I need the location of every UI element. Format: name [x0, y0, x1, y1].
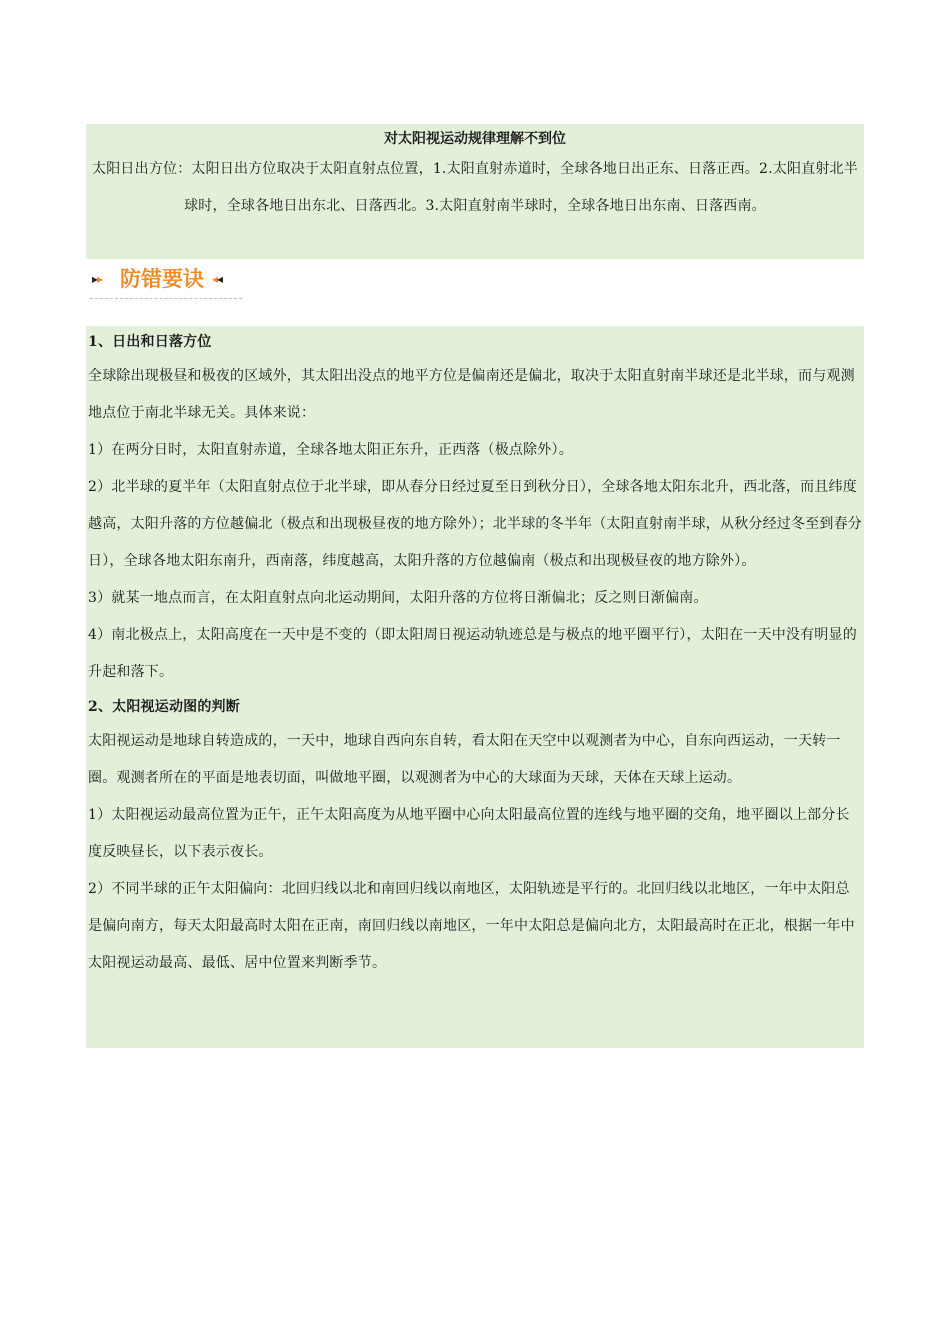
section2-item: 2）不同半球的正午太阳偏向：北回归线以北和南回归线以南地区，太阳轨迹是平行的。北回归线以北地区，一年中太阳总是偏向南方，每天太阳最高时太阳在正南，南回归线以南地区，一年中太阳总是偏向北方，太阳最高时在正北，根据一年中太阳视运动最高、最低、居中位置来判断季节。: [88, 881, 855, 971]
section-heading-sunrise-direction: 1、日出和日落方位: [88, 334, 212, 350]
section-heading-sun-path-diagram: 2、太阳视运动图的判断: [88, 699, 240, 715]
banner-label: 防错要诀: [120, 267, 204, 291]
tips-banner: [90, 262, 242, 299]
double-arrow-right-icon: ▸▸: [92, 272, 103, 286]
section2-item: 1）太阳视运动最高位置为正午，正午太阳高度为从地平圈中心向太阳最高位置的连线与地平圈的交角，地平圈以上部分长度反映昼长，以下表示夜长。: [88, 807, 850, 860]
tips-content-box: [86, 326, 864, 1048]
section2-intro: 太阳视运动是地球自转造成的，一天中，地球自西向东自转，看太阳在天空中以观测者为中心，自东向西运动，一天转一圈。观测者所在的平面是地表切面，叫做地平圈，以观测者为中心的大球面为天球，天体在天球上运动。: [88, 733, 841, 786]
section1-item: 1）在两分日时，太阳直射赤道，全球各地太阳正东升，正西落（极点除外）。: [88, 442, 573, 458]
section1-item: 3）就某一地点而言，在太阳直射点向北运动期间，太阳升落的方位将日渐偏北；反之则日渐偏南。: [88, 590, 708, 606]
section1-item: 2）北半球的夏半年（太阳直射点位于北半球，即从春分日经过夏至日到秋分日），全球各地太阳东北升，西北落，而且纬度越高，太阳升落的方位越偏北（极点和出现极昼夜的地方除外）；北半球的冬半年（太阳直射南半球，从秋分经过冬至到春分日），全球各地太阳东南升，西南落，纬度越高，太阳升落的方位越偏南（极点和出现极昼夜的地方除外）。: [88, 479, 862, 569]
section1-intro: 全球除出现极昼和极夜的区域外，其太阳出没点的地平方位是偏南还是偏北，取决于太阳直射南半球还是北半球，而与观测地点位于南北半球无关。具体来说：: [88, 368, 855, 421]
section1-item: 4）南北极点上，太阳高度在一天中是不变的（即太阳周日视运动轨迹总是与极点的地平圈平行），太阳在一天中没有明显的升起和落下。: [88, 627, 857, 680]
double-arrow-left-icon: ◂◂: [212, 272, 223, 286]
topic-title: 对太阳视运动规律理解不到位: [384, 131, 566, 147]
topic-body: 太阳日出方位：太阳日出方位取决于太阳直射点位置，1.太阳直射赤道时，全球各地日出正东、日落正西。2.太阳直射北半球时，全球各地日出东北、日落西北。3.太阳直射南半球时，全球各地日出东南、日落西南。: [92, 161, 858, 214]
error-topic-box: [86, 124, 864, 259]
